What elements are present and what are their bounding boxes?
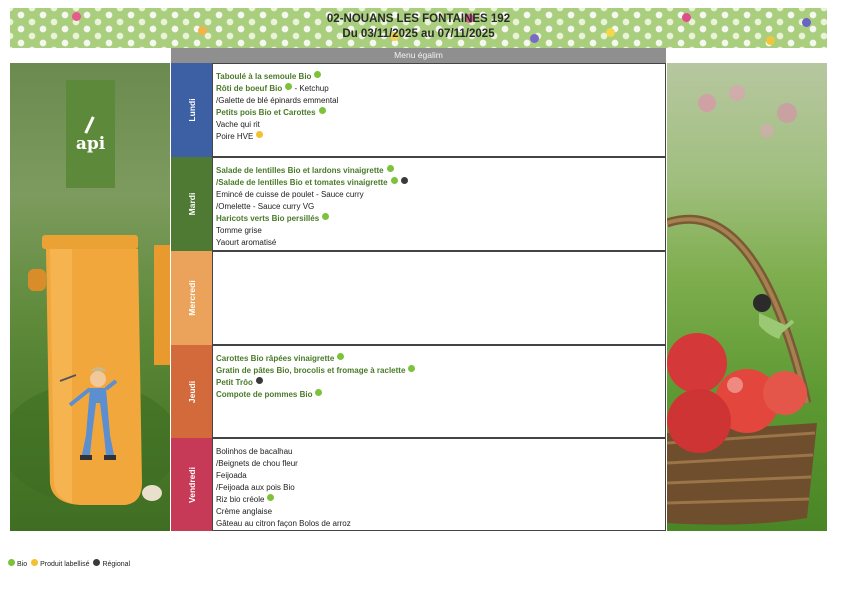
menu-item-text: Compote de pommes Bio <box>216 390 313 399</box>
regional-icon <box>93 559 100 566</box>
menu-cell-mercredi <box>212 251 666 345</box>
menu-item-text: Emincé de cuisse de poulet - Sauce curry <box>216 190 364 199</box>
bio-icon <box>391 177 398 184</box>
menu-item-text: Yaourt aromatisé <box>216 238 277 247</box>
bio-icon <box>408 365 415 372</box>
menu-item <box>216 95 665 107</box>
menu-item-text: Gâteau au citron façon Bolos de arroz <box>216 519 351 528</box>
menu-item-text: Petit Trôo <box>216 378 253 387</box>
bio-icon <box>387 165 394 172</box>
menu-item <box>216 365 665 377</box>
boots-illustration <box>10 63 170 531</box>
day-name: Jeudi <box>186 380 197 403</box>
menu-item <box>216 119 665 131</box>
menu-item-suffix: - Ketchup <box>292 84 329 93</box>
menu-item-text: /Omelette - Sauce curry VG <box>216 202 315 211</box>
day-label-mardi <box>171 157 212 251</box>
site-name: 02-NOUANS LES FONTAINES 192 <box>326 13 511 25</box>
day-name: Mardi <box>186 192 197 216</box>
menu-item <box>216 201 665 213</box>
menu-item-text: Tomme grise <box>216 226 262 235</box>
menu-item-text: Riz bio créole <box>216 495 265 504</box>
menu-item-text: Rôti de boeuf Bio <box>216 84 283 93</box>
menu-item-text: Haricots verts Bio persillés <box>216 214 320 223</box>
menu-item-text: /Beignets de chou fleur <box>216 459 298 468</box>
bio-icon <box>8 559 15 566</box>
menu-subheader: Menu égalim <box>171 48 666 63</box>
bio-icon <box>319 107 326 114</box>
legend <box>8 559 132 568</box>
bio-icon <box>314 71 321 78</box>
menu-item-text: Crème anglaise <box>216 507 273 516</box>
bio-icon <box>337 353 344 360</box>
day-label-jeudi <box>171 345 212 438</box>
page-title <box>10 12 827 42</box>
date-range: Du 03/11/2025 au 07/11/2025 <box>342 28 495 40</box>
menu-item <box>216 518 665 530</box>
menu-item <box>216 482 665 494</box>
legend-bio <box>8 561 27 568</box>
day-label-mercredi <box>171 251 212 345</box>
menu-item <box>216 494 665 506</box>
menu-cell-mardi <box>212 157 666 251</box>
logo-text: api <box>75 134 106 154</box>
menu-item <box>216 177 665 189</box>
day-name: Lundi <box>186 98 197 122</box>
legend-label <box>31 561 89 568</box>
menu-item-text: /Galette de blé épinards emmental <box>216 96 339 105</box>
menu-item <box>216 225 665 237</box>
menu-item <box>216 131 665 143</box>
regional-icon <box>401 177 408 184</box>
menu-item <box>216 470 665 482</box>
menu-item-text: Taboulé à la semoule Bio <box>216 72 312 81</box>
bio-icon <box>267 494 274 501</box>
menu-item <box>216 353 665 365</box>
menu-item-text: Bolinhos de bacalhau <box>216 447 293 456</box>
left-photo <box>10 63 170 531</box>
day-name: Vendredi <box>186 466 197 503</box>
apple-basket-illustration <box>667 63 827 531</box>
menu-item <box>216 237 665 249</box>
menu-cell-vendredi <box>212 438 666 531</box>
menu-item-text: Salade de lentilles Bio et lardons vinaigrette <box>216 166 384 175</box>
menu-item-text: Feijoada <box>216 471 247 480</box>
menu-item-text: /Salade de lentilles Bio et tomates vinaigrette <box>216 178 388 187</box>
menu-item <box>216 189 665 201</box>
bio-icon <box>315 389 322 396</box>
day-label-lundi <box>171 63 212 157</box>
menu-item <box>216 71 665 83</box>
menu-item-text: Gratin de pâtes Bio, brocolis et fromage à raclette <box>216 366 406 375</box>
menu-cell-lundi <box>212 63 666 157</box>
label-icon <box>256 131 263 138</box>
right-photo <box>667 63 827 531</box>
legend-regional <box>93 561 130 568</box>
header-banner <box>10 8 827 48</box>
bio-icon <box>322 213 329 220</box>
menu-item <box>216 458 665 470</box>
day-label-vendredi <box>171 438 212 531</box>
regional-icon <box>256 377 263 384</box>
legend-bio-label: Bio <box>17 561 28 568</box>
menu-cell-jeudi <box>212 345 666 438</box>
menu-item <box>216 213 665 225</box>
menu-item <box>216 107 665 119</box>
menu-item <box>216 83 665 95</box>
menu-item-text: /Feijoada aux pois Bio <box>216 483 295 492</box>
legend-regional-label: Régional <box>102 561 131 568</box>
label-icon <box>31 559 38 566</box>
menu-item <box>216 506 665 518</box>
menu-item-text: Carottes Bio râpées vinaigrette <box>216 354 335 363</box>
day-name: Mercredi <box>186 280 197 316</box>
menu-item-text: Petits pois Bio et Carottes <box>216 108 316 117</box>
menu-item <box>216 389 665 401</box>
menu-item-text: Poire HVE <box>216 132 254 141</box>
menu-item <box>216 446 665 458</box>
menu-item <box>216 377 665 389</box>
menu-item <box>216 165 665 177</box>
legend-label-text: Produit labellisé <box>40 561 90 568</box>
menu-item-text: Vache qui rit <box>216 120 260 129</box>
